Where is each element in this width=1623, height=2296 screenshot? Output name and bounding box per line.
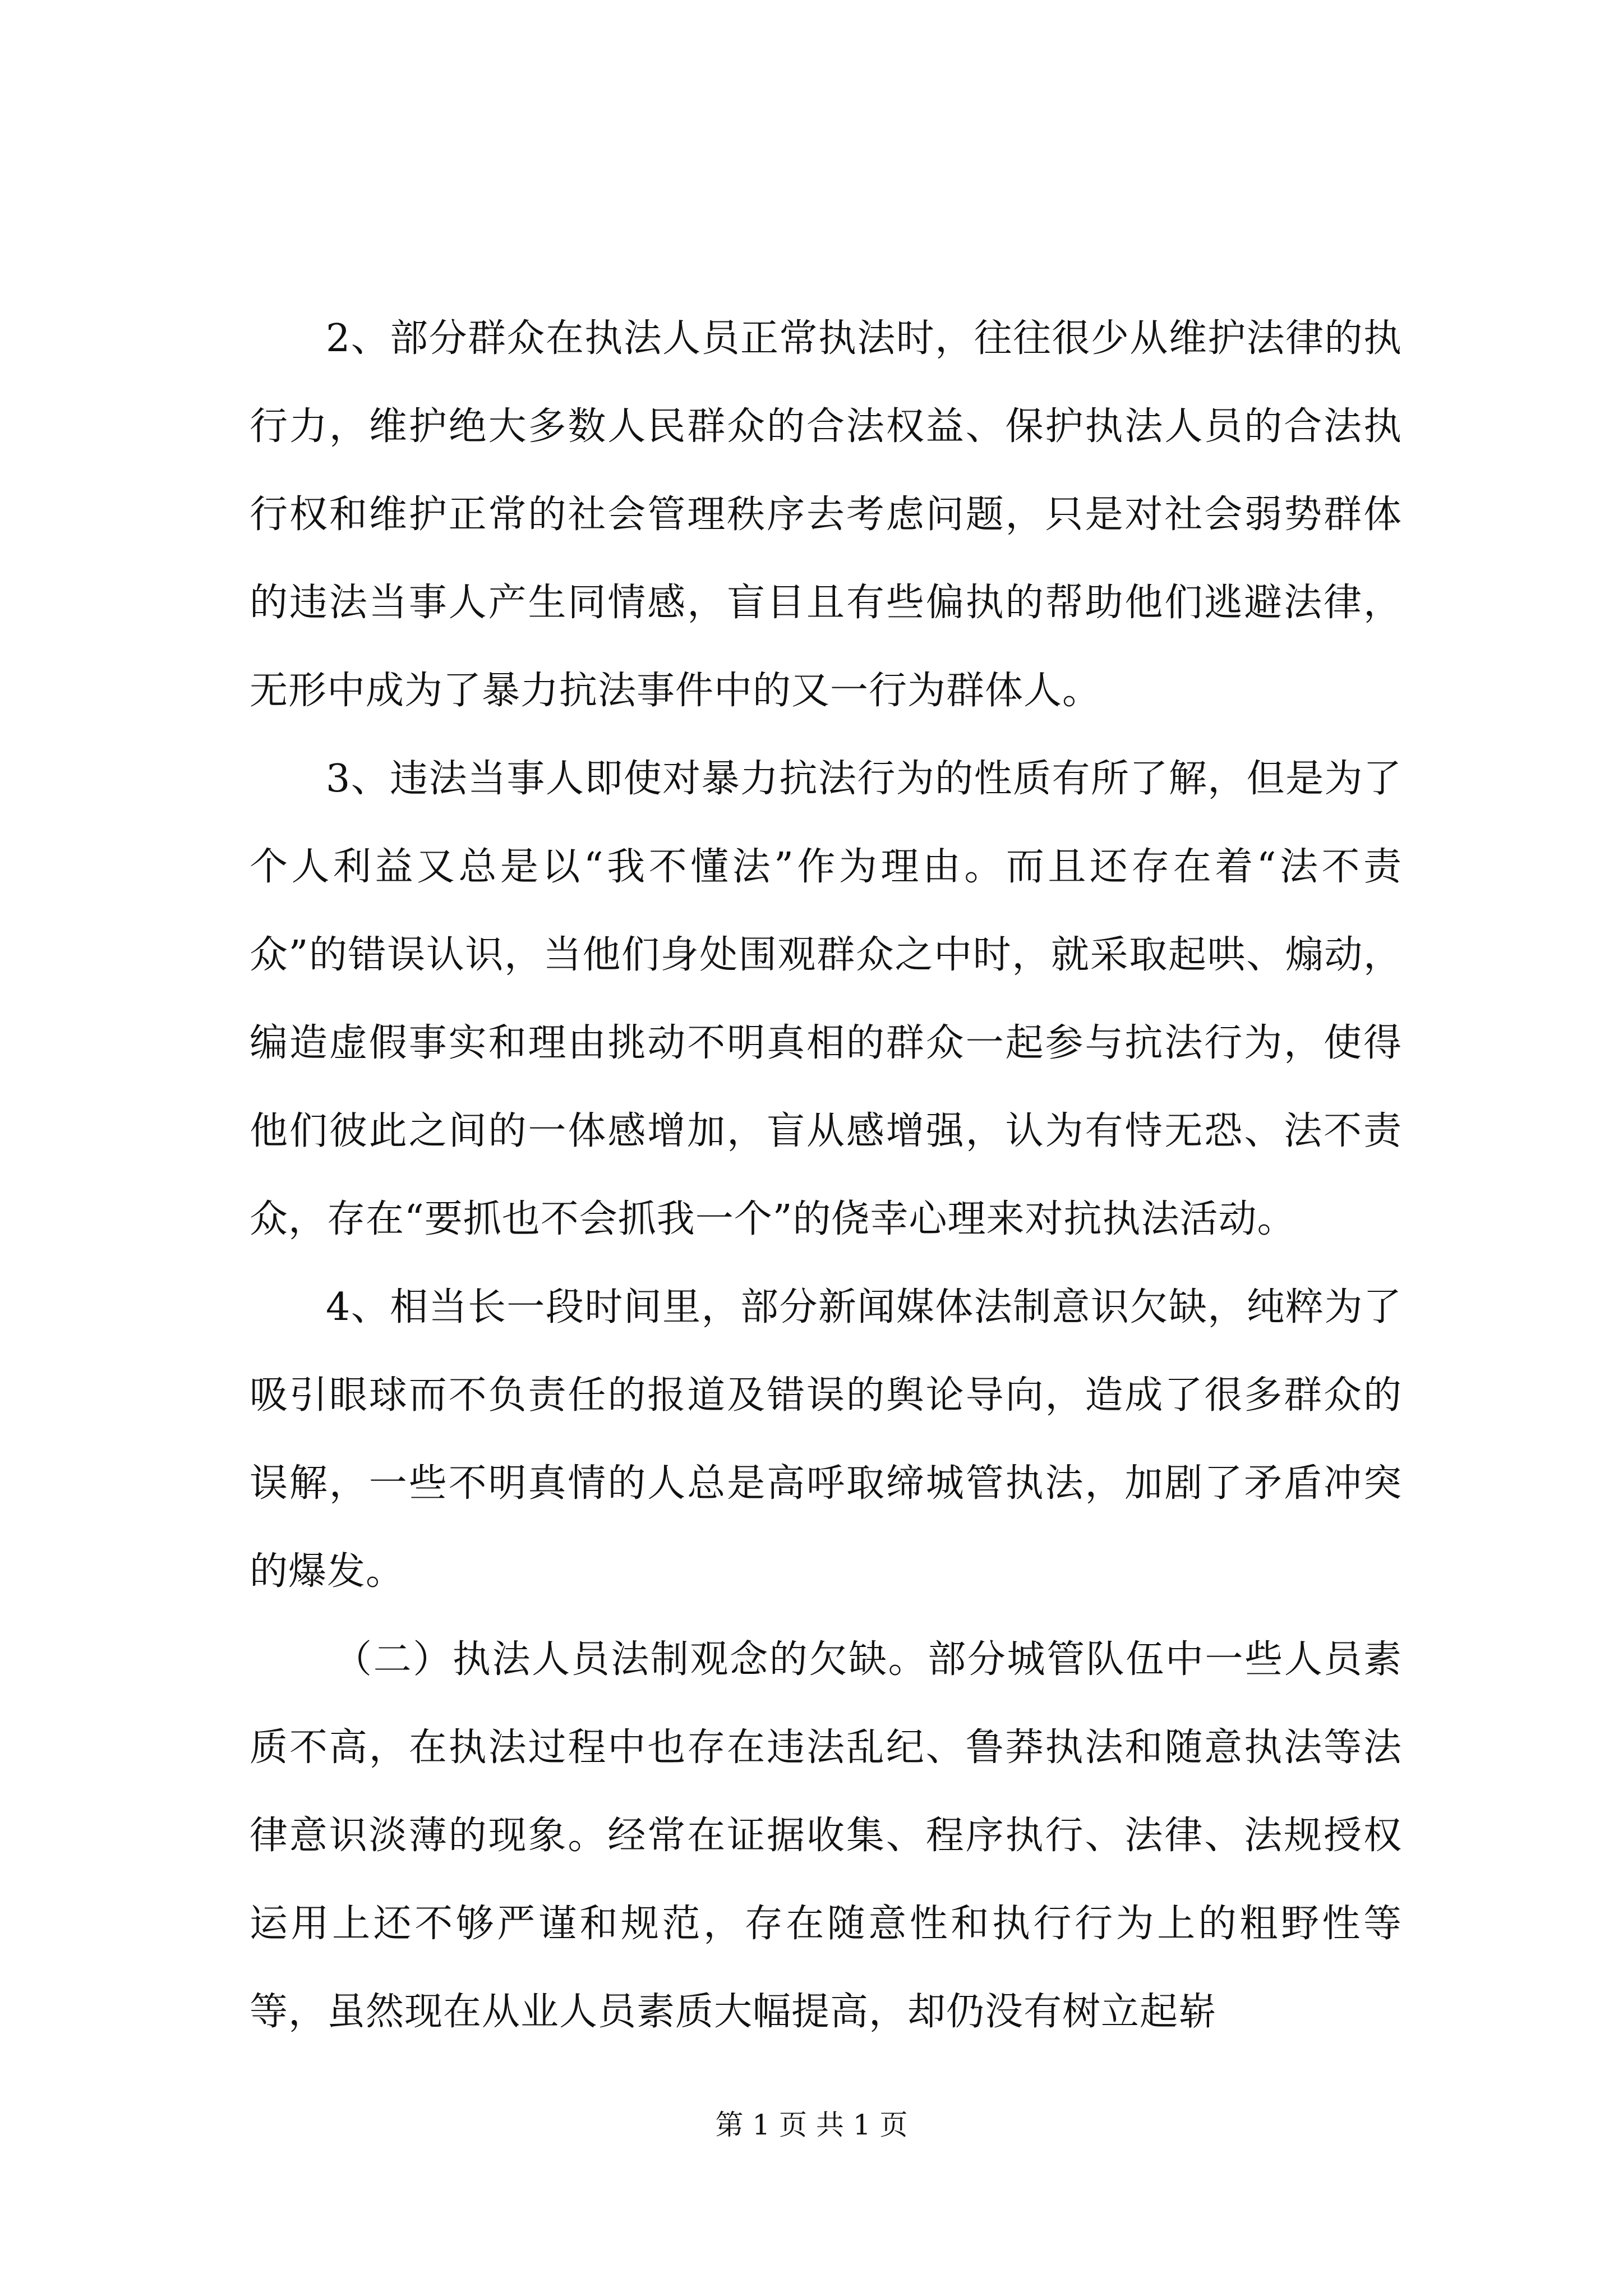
paragraph-point-3: 3、违法当事人即使对暴力抗法行为的性质有所了解，但是为了个人利益又总是以“我不懂法”作为理由。而且还存在着“法不责众”的错误认识，当他们身处围观群众之中时，就采取起哄、煽动，编造虚假事实和理由挑动不明真相的群众一起参与抗法行为，使得他们彼此之间的一体感增加，盲从感增强，认为有恃无恐、法不责众，存在“要抓也不会抓我一个”的侥幸心理来对抗执法活动。 [250,757,1402,1241]
page-footer: 第 1 页 共 1 页 [715,2109,908,2141]
paragraph-point-4: 4、相当长一段时间里，部分新闻媒体法制意识欠缺，纯粹为了吸引眼球而不负责任的报道及错误的舆论导向，造成了很多群众的误解，一些不明真情的人总是高呼取缔城管执法，加剧了矛盾冲突的爆发。 [250,1285,1402,1594]
document-body [250,295,1402,2056]
paragraph-point-2: 2、部分群众在执法人员正常执法时，往往很少从维护法律的执行力，维护绝大多数人民群众的合法权益、保护执法人员的合法执行权和维护正常的社会管理秩序去考虑问题，只是对社会弱势群体的违法当事人产生同情感，盲目且有些偏执的帮助他们逃避法律，无形中成为了暴力抗法事件中的又一行为群体人。 [250,316,1402,713]
paragraph-section-2: （二）执法人员法制观念的欠缺。部分城管队伍中一些人员素质不高，在执法过程中也存在违法乱纪、鲁莽执法和随意执法等法律意识淡薄的现象。经常在证据收集、程序执行、法律、法规授权运用上还不够严谨和规范，存在随意性和执行行为上的粗野性等等，虽然现在从业人员素质大幅提高，却仍没有树立起崭 [250,1637,1402,2034]
